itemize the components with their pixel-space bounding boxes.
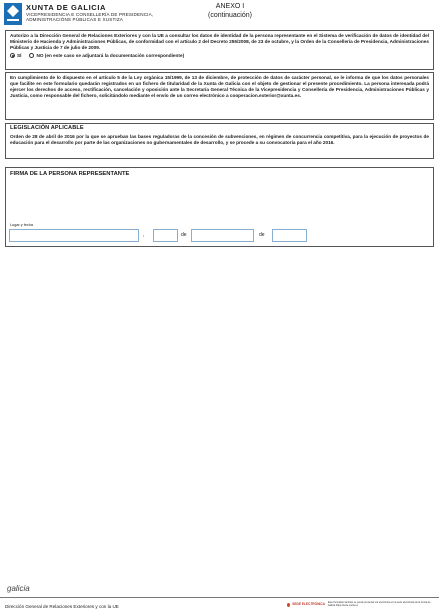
- sede-electronica-icon: [287, 603, 290, 607]
- day-field[interactable]: [153, 229, 178, 242]
- option-no[interactable]: [29, 53, 184, 59]
- data-protection-text: En cumplimiento de lo dispuesto en el artículo 5 de la Ley orgánica 15/1999, de 13 de diciembre, de protección de datos de carácter personal, se le informa de que los datos personales que facilite en este formulario quedarán registrados en un fichero de titularidad de la Xunta de Galicia con el objeto de gestionar el presente procedimiento. La persona interesada podrá ejercer los derechos de acceso, rectificación, cancelación y oposición ante la Secretaría General Técnica de la Vicepresidencia y Consellería de Presidencia, Administraciones Públicas y Justicia, como responsable del fichero, solicitándolo mediante el envío de un correo electrónico a cooperacion.exterior@xunta.es.: [10, 75, 429, 98]
- de-separator-1: de: [181, 232, 187, 238]
- seal-name: SEDE ELECTRÓNICA: [292, 602, 325, 606]
- page-header: [4, 3, 435, 29]
- annex-subtitle: (continuación): [208, 11, 252, 19]
- annex-title: ANEXO I: [215, 3, 245, 10]
- place-date-label: Lugar y fecha: [10, 223, 34, 227]
- authorization-section: [5, 30, 434, 70]
- year-field[interactable]: [272, 229, 307, 242]
- legislation-title: LEGISLACIÓN APLICABLE: [10, 125, 84, 131]
- footer-divider: [0, 597, 439, 598]
- option-yes-label: SÍ: [17, 52, 22, 58]
- authorization-text: Autorizo a la Dirección General de Relaciones Exteriores y con la UE a consultar los datos de identidad de la persona representante en el Sistema de verificación de datos de identidad del Ministerio de Hacienda y Administraciones Públicas, de conformidad con el artículo 2 del Decreto 255/2008, de 23 de octubre, y la Orden de la Consellería de Presidencia, Administraciones Públicas y Justicia de 7 de julio de 2009.: [10, 33, 429, 50]
- xunta-logo-icon: [4, 3, 22, 25]
- logo-subtitle-line-2: ADMINISTRACIÓNS PÚBLICAS E XUSTIZA: [26, 17, 123, 23]
- de-separator-2: de: [259, 232, 265, 238]
- logo-name: XUNTA DE GALICIA: [26, 3, 107, 12]
- legislation-text: Orden de 28 de abril de 2016 por la que se aprueban las bases reguladoras de la concesión de subvenciones, en régimen de concurrencia competitiva, para la ejecución de proyectos de educación para el desarrollo por parte de las organizaciones no gubernamentales de desarrollo, y se procede a su convocatoria para el año 2016.: [10, 133, 429, 145]
- place-field[interactable]: [9, 229, 139, 242]
- signature-section: [5, 167, 434, 247]
- authorization-options: [10, 53, 429, 59]
- month-field[interactable]: [191, 229, 254, 242]
- footer-department: Dirección General de Relaciones Exteriores y con la UE: [5, 604, 119, 609]
- signature-title: FIRMA DE LA PERSONA REPRESENTANTE: [10, 171, 130, 177]
- seal-note: Este formulario también se puede presentar vía electrónica en la sede electrónica de la Xunta de Galicia https://sede.xunta.es: [327, 601, 431, 607]
- footer-seal: [287, 602, 437, 608]
- data-protection-section: [5, 72, 434, 120]
- logo-text: [26, 3, 186, 23]
- logo-subtitle-line-1: VICEPRESIDENCIA E CONSELLERÍA DE PRESIDENCIA,: [26, 12, 154, 17]
- option-yes[interactable]: [10, 53, 21, 59]
- radio-no[interactable]: [29, 53, 34, 58]
- option-no-label: NO (en este caso se adjuntará la documentación correspondiente): [36, 52, 185, 58]
- comma-separator: ,: [143, 232, 145, 238]
- annex-heading: [190, 3, 270, 20]
- legislation-section: [5, 123, 434, 159]
- radio-yes[interactable]: [10, 53, 15, 58]
- galicia-footer-logo: galicia: [7, 584, 30, 593]
